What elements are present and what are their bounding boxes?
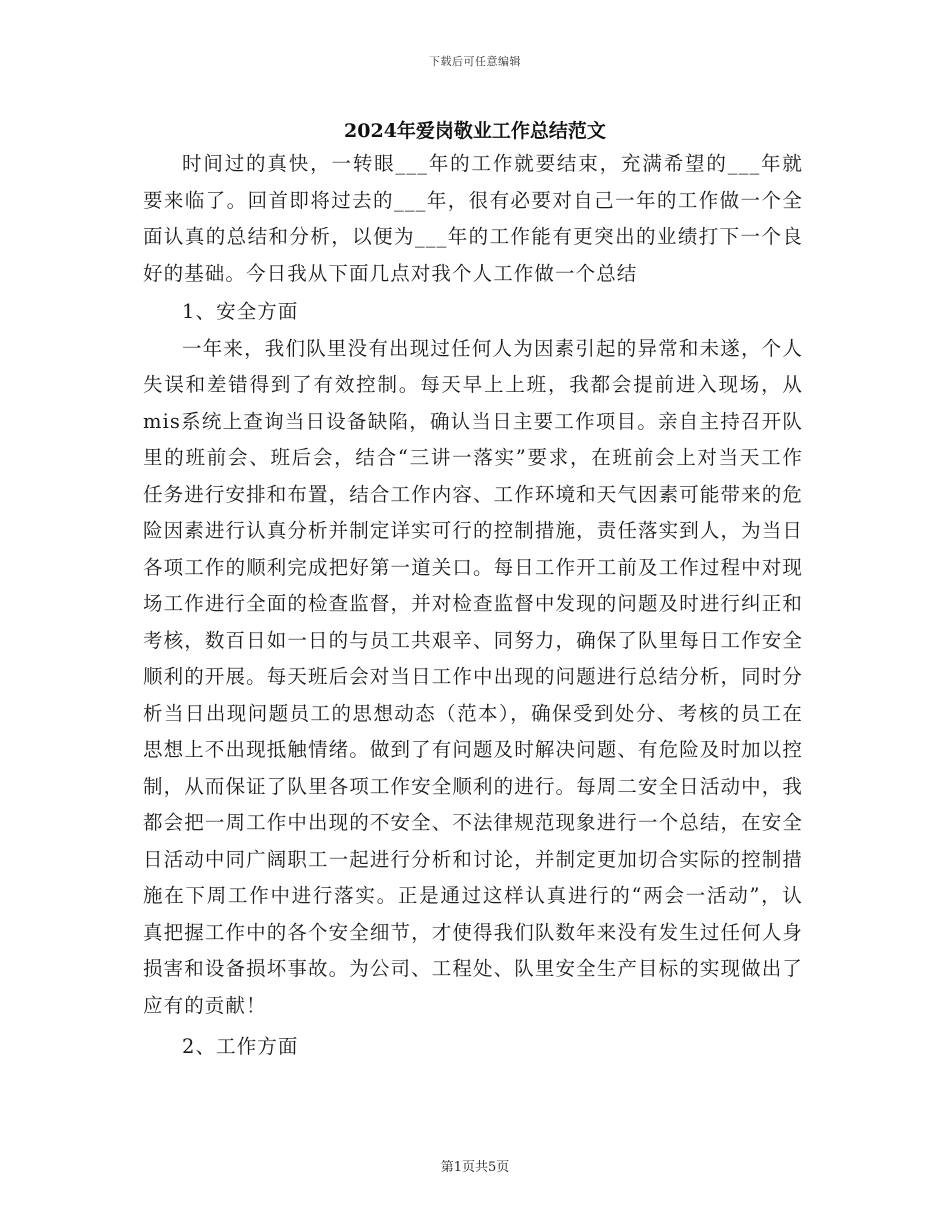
page-footer: 第1页共5页 bbox=[440, 1160, 510, 1175]
section-heading-safety: 1、安全方面 bbox=[182, 300, 299, 323]
intro-paragraph: 时间过的真快，一转眼___年的工作就要结束，充满希望的___年就要来临了。回首即将过去的___年，很有必要对自己一年的工作做一个全面认真的总结和分析，以便为___年的工作能有更突出的业绩打下一个良好的基础。今日我从下面几点对我个人工作做一个总结 bbox=[143, 152, 803, 285]
section-heading-work: 2、工作方面 bbox=[182, 1035, 299, 1058]
document-body bbox=[143, 146, 803, 1066]
safety-paragraph: 一年来，我们队里没有出现过任何人为因素引起的异常和未遂，个人失误和差错得到了有效控制。每天早上上班，我都会提前进入现场，从mis系统上查询当日设备缺陷，确认当日主要工作项目。亲自主持召开队里的班前会、班后会，结合“三讲一落实”要求，在班前会上对当天工作任务进行安排和布置，结合工作内容、工作环境和天气因素可能带来的危险因素进行认真分析并制定详实可行的控制措施，责任落实到人，为当日各项工作的顺利完成把好第一道关口。每日工作开工前及工作过程中对现场工作进行全面的检查监督，并对检查监督中发现的问题及时进行纠正和考核，数百日如一日的与员工共艰辛、同努力，确保了队里每日工作安全顺利的开展。每天班后会对当日工作中出现的问题进行总结分析，同时分析当日出现问题员工的思想动态（范本），确保受到处分、考核的员工在思想上不出现抵触情绪。做到了有问题及时解决问题、有危险及时加以控制，从而保证了队里各项工作安全顺利的进行。每周二安全日活动中，我都会把一周工作中出现的不安全、不法律规范现象进行一个总结，在安全日活动中同广阔职工一起进行分析和讨论，并制定更加切合实际的控制措施在下周工作中进行落实。正是通过这样认真进行的“两会一活动”，认真把握工作中的各个安全细节，才使得我们队数年来没有发生过任何人身损害和设备损坏事故。为公司、工程处、队里安全生产目标的实现做出了应有的贡献！ bbox=[143, 336, 803, 1017]
document-title: 2024年爱岗敬业工作总结范文 bbox=[344, 120, 606, 142]
header-note: 下载后可任意编辑 bbox=[429, 55, 521, 68]
